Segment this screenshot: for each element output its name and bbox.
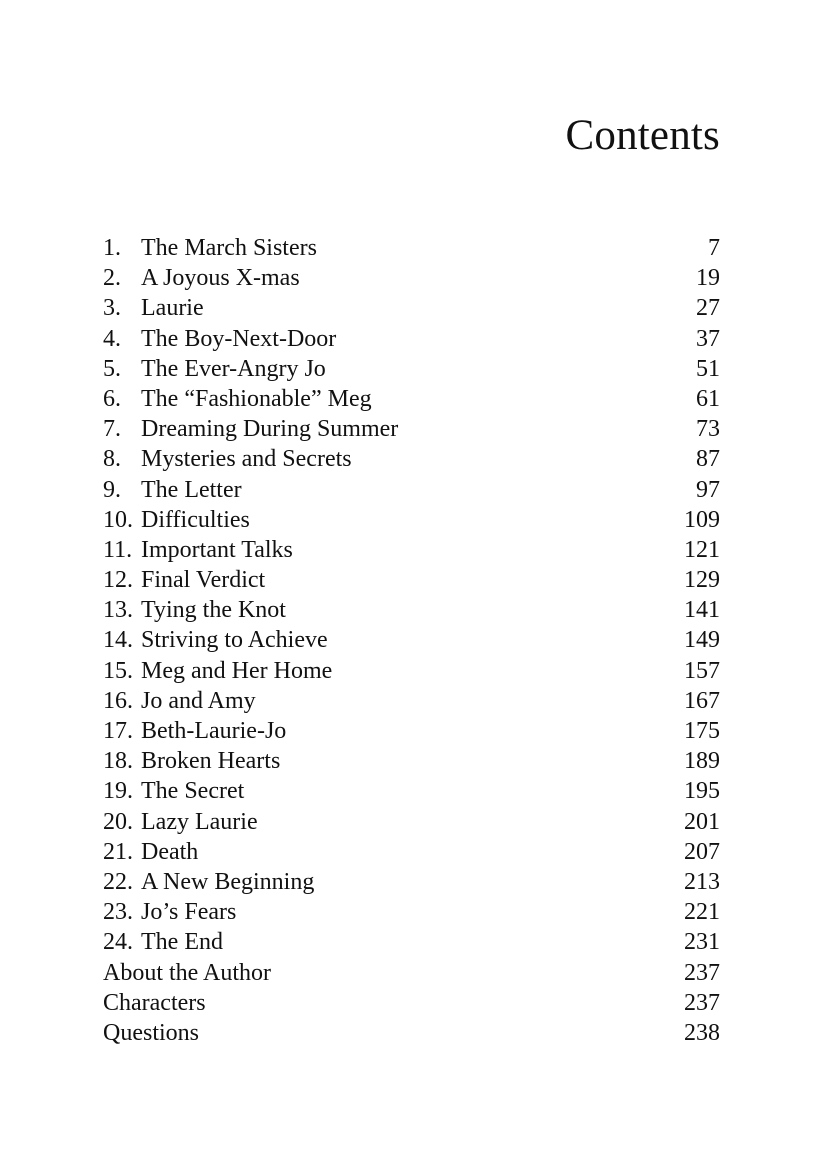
chapter-number: 15. — [103, 657, 133, 684]
page-number: 121 — [684, 536, 720, 563]
chapter-title: The Secret — [141, 778, 245, 805]
chapter-title: Characters — [103, 989, 206, 1016]
chapter-title: The Ever-Angry Jo — [141, 355, 326, 382]
chapter-number: 7. — [103, 416, 121, 443]
toc-entry-label — [103, 1018, 199, 1048]
toc-entry-label — [103, 354, 326, 384]
chapter-title: Lazy Laurie — [141, 808, 258, 835]
toc-entry — [103, 535, 720, 565]
page-number: 37 — [696, 325, 720, 352]
toc-entry-label — [103, 686, 256, 716]
chapter-title: About the Author — [103, 959, 271, 986]
toc-entry — [103, 1018, 720, 1048]
toc-entry — [103, 293, 720, 323]
chapter-number: 11. — [103, 536, 133, 563]
page-number: 27 — [696, 295, 720, 322]
page-number: 167 — [684, 687, 720, 714]
toc-entry-label — [103, 475, 242, 505]
chapter-number: 16. — [103, 687, 133, 714]
toc-entry — [103, 716, 720, 746]
toc-entry-label — [103, 324, 336, 354]
toc-entry-label — [103, 444, 352, 474]
chapter-number: 6. — [103, 385, 121, 412]
chapter-title: A New Beginning — [141, 868, 315, 895]
chapter-number: 1. — [103, 235, 121, 261]
toc-entry-label — [103, 746, 280, 776]
page-number: 175 — [684, 718, 720, 744]
toc-entry — [103, 595, 720, 625]
page-number: 141 — [684, 597, 720, 624]
page-number: 109 — [684, 506, 720, 533]
chapter-number: 2. — [103, 265, 121, 292]
page-number: 238 — [684, 1019, 720, 1046]
chapter-title: Jo and Amy — [141, 687, 256, 714]
chapter-title: The Boy-Next-Door — [141, 325, 337, 352]
toc-entry — [103, 988, 720, 1018]
chapter-number: 9. — [103, 476, 121, 503]
toc-entry — [103, 354, 720, 384]
toc-entry — [103, 867, 720, 897]
toc-entry — [103, 958, 720, 988]
toc-entry-label — [103, 505, 250, 535]
chapter-title: Broken Hearts — [141, 748, 281, 775]
chapter-title: Final Verdict — [141, 567, 266, 594]
chapter-number: 5. — [103, 355, 121, 382]
toc-entry-label — [103, 988, 206, 1018]
toc-entry — [103, 263, 720, 293]
chapter-title: Questions — [103, 1019, 199, 1046]
chapter-number: 18. — [103, 748, 133, 775]
toc-entry-label — [103, 233, 317, 263]
chapter-number: 19. — [103, 778, 133, 805]
chapter-number: 13. — [103, 597, 133, 624]
toc-entry-label — [103, 837, 198, 867]
toc-entry-label — [103, 867, 314, 897]
chapter-number: 8. — [103, 446, 121, 473]
page-number: 157 — [684, 657, 720, 684]
page-number: 237 — [684, 959, 720, 986]
page-number: 207 — [684, 838, 720, 865]
page-number: 189 — [684, 748, 720, 775]
toc-entry-label — [103, 958, 271, 988]
toc-entry-label — [103, 656, 332, 686]
toc-entry — [103, 897, 720, 927]
toc-entry-label — [103, 625, 328, 655]
chapter-number: 23. — [103, 899, 133, 926]
toc-entry — [103, 927, 720, 957]
contents-title: Contents — [565, 112, 720, 159]
chapter-number: 20. — [103, 808, 133, 835]
page-number: 221 — [684, 899, 720, 926]
chapter-number: 14. — [103, 627, 133, 654]
toc-entry — [103, 444, 720, 474]
chapter-number: 3. — [103, 295, 121, 322]
page-number: 195 — [684, 778, 720, 805]
chapter-number: 4. — [103, 325, 121, 352]
chapter-title: Meg and Her Home — [141, 657, 333, 684]
toc-entry — [103, 565, 720, 595]
toc-entry — [103, 776, 720, 806]
page-number: 231 — [684, 929, 720, 956]
chapter-number: 24. — [103, 929, 133, 956]
page-number: 7 — [708, 235, 720, 261]
toc-entry-label — [103, 897, 236, 927]
page-number: 97 — [696, 476, 720, 503]
toc-entry — [103, 414, 720, 444]
page-number: 213 — [684, 868, 720, 895]
chapter-title: Important Talks — [141, 536, 293, 563]
table-of-contents — [103, 233, 720, 1048]
toc-entry — [103, 746, 720, 776]
page-number: 129 — [684, 567, 720, 594]
chapter-title: Striving to Achieve — [141, 627, 328, 654]
toc-entry-label — [103, 716, 286, 746]
chapter-title: Laurie — [141, 295, 204, 322]
toc-entry-label — [103, 776, 244, 806]
chapter-title: Dreaming During Summer — [141, 416, 399, 443]
page-number: 201 — [684, 808, 720, 835]
toc-entry-label — [103, 807, 258, 837]
toc-entry — [103, 837, 720, 867]
page-number: 73 — [696, 416, 720, 443]
toc-entry-label — [103, 565, 265, 595]
chapter-title: The Letter — [141, 476, 242, 503]
toc-entry-label — [103, 293, 204, 323]
chapter-title: Difficulties — [141, 506, 250, 533]
toc-entry — [103, 324, 720, 354]
toc-entry-label — [103, 384, 372, 414]
chapter-number: 22. — [103, 868, 133, 895]
chapter-title: Tying the Knot — [141, 597, 286, 624]
toc-entry-label — [103, 595, 286, 625]
chapter-title: The “Fashionable” Meg — [141, 385, 372, 412]
toc-entry-label — [103, 263, 300, 293]
chapter-number: 10. — [103, 506, 133, 533]
toc-entry — [103, 233, 720, 263]
chapter-number: 17. — [103, 718, 133, 744]
chapter-title: Beth-Laurie-Jo — [141, 718, 287, 744]
page-number: 19 — [696, 265, 720, 292]
page-number: 61 — [696, 385, 720, 412]
toc-entry — [103, 625, 720, 655]
chapter-title: The March Sisters — [141, 235, 317, 261]
toc-entry — [103, 656, 720, 686]
toc-entry — [103, 807, 720, 837]
chapter-title: The End — [141, 929, 223, 956]
toc-entry — [103, 686, 720, 716]
page-number: 51 — [696, 355, 720, 382]
toc-entry-label — [103, 927, 223, 957]
chapter-title: Death — [141, 838, 199, 865]
chapter-title: Mysteries and Secrets — [141, 446, 352, 473]
toc-entry — [103, 475, 720, 505]
chapter-number: 12. — [103, 567, 133, 594]
toc-entry — [103, 384, 720, 414]
toc-entry — [103, 505, 720, 535]
chapter-title: A Joyous X-mas — [141, 265, 300, 292]
page-number: 87 — [696, 446, 720, 473]
chapter-number: 21. — [103, 838, 133, 865]
toc-entry-label — [103, 414, 398, 444]
page-number: 149 — [684, 627, 720, 654]
toc-entry-label — [103, 535, 293, 565]
chapter-title: Jo’s Fears — [141, 899, 237, 926]
page-number: 237 — [684, 989, 720, 1016]
